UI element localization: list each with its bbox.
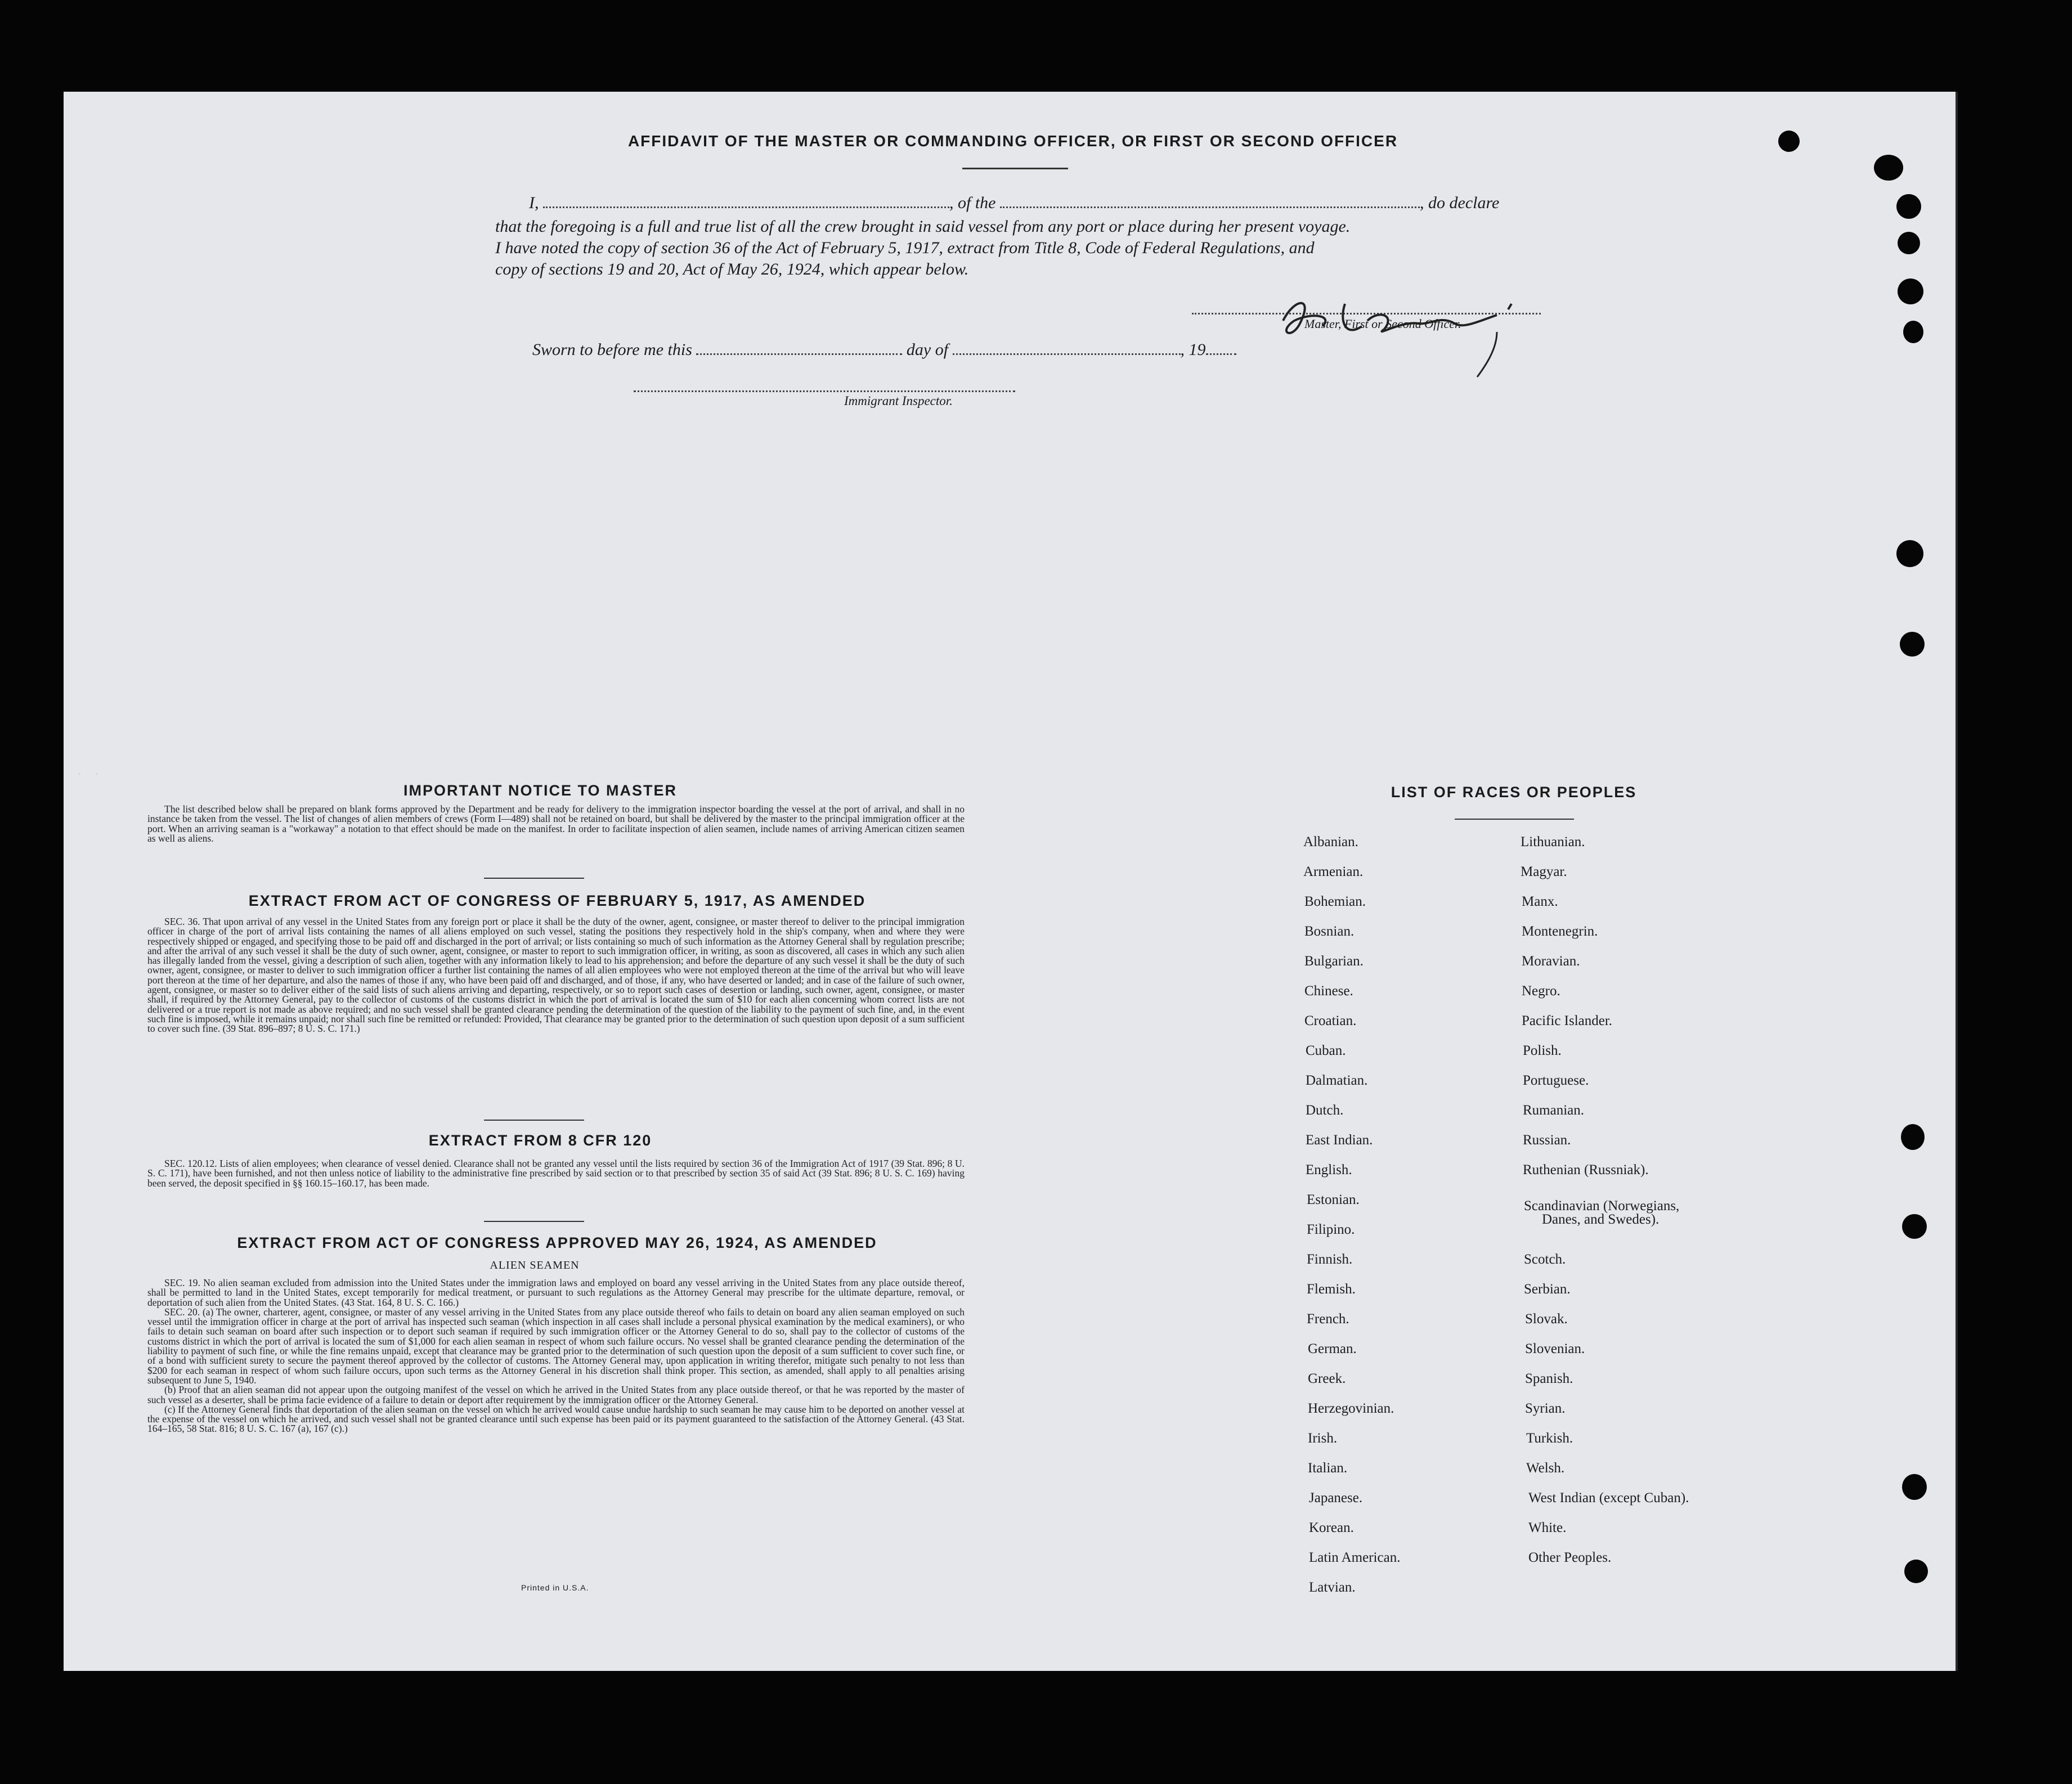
punch-hole (1903, 321, 1923, 343)
race-left-item: Italian. (1308, 1461, 1348, 1476)
extract-1917-text (147, 917, 965, 1034)
race-left-item: Dutch. (1306, 1103, 1344, 1118)
race-right-item: Ruthenian (Russniak). (1523, 1162, 1649, 1178)
notice-title: IMPORTANT NOTICE TO MASTER (403, 782, 677, 799)
race-left-item: Korean. (1309, 1520, 1354, 1535)
race-left-item: Latvian. (1309, 1580, 1356, 1595)
alien-seamen-subtitle: ALIEN SEAMEN (490, 1259, 580, 1271)
race-left-item: Dalmatian. (1306, 1073, 1368, 1088)
affidavit-text-3: I have noted the copy of section 36 of the Act of February 5, 1917, extract from Title 8, Code of Federal Regulations, and (495, 239, 1315, 257)
race-left-item: Estonian. (1307, 1192, 1360, 1207)
races-title: LIST OF RACES OR PEOPLES (1391, 784, 1637, 801)
extract-cfr-title: EXTRACT FROM 8 CFR 120 (428, 1132, 652, 1149)
race-left-item: French. (1307, 1311, 1349, 1327)
section-120-12-paragraph: SEC. 120.12. Lists of alien employees; when clearance of vessel denied. Clearance shall not be granted any vessel until the lists required by section 36 of the Immigration Act of 1917 (39 Stat. 896; 8 U. S. C. 171), have been furnished, and not then unless notice of liability to the administrative fine prescribed by said section or to that prescribed by section 35 of said Act (39 Stat. 896; 8 U. S. C. 169) having been served, the deposit specified in §§ 160.15–160.17, has been made. (147, 1158, 965, 1189)
sworn-prefix: Sworn to before me this (532, 340, 692, 359)
race-left-item: Filipino. (1307, 1222, 1355, 1237)
punch-hole (1898, 232, 1920, 254)
race-right-item: Danes, and Swedes). (1542, 1212, 1660, 1227)
race-right-item: Scotch. (1524, 1252, 1566, 1267)
race-left-item: German. (1308, 1341, 1357, 1356)
races-title-rule (1455, 819, 1574, 820)
printed-in-usa: Printed in U.S.A. (521, 1583, 589, 1592)
inspector-caption: Immigrant Inspector. (844, 394, 953, 408)
section-20b-paragraph: (b) Proof that an alien seaman did not appear upon the outgoing manifest of the vessel on which he arrived in the United States from any place outside thereof, or that he was reported by the master of such vessel as a deserter, shall be prima facie evidence of a failure to detain or deport after requirement by the immigration officer or the Attorney General. (147, 1384, 965, 1405)
race-right-item: Polish. (1523, 1043, 1562, 1058)
affidavit-of-the: , of the (949, 194, 996, 212)
sworn-year-blank (1206, 343, 1236, 355)
race-right-item: Turkish. (1526, 1431, 1573, 1446)
race-left-item: Cuban. (1306, 1043, 1346, 1058)
race-left-item: Irish. (1308, 1431, 1338, 1446)
race-right-item: White. (1528, 1520, 1567, 1535)
race-right-item: Slovenian. (1525, 1341, 1585, 1356)
race-left-item: Finnish. (1307, 1252, 1353, 1267)
extract-1924-text (147, 1278, 965, 1434)
race-left-item: East Indian. (1306, 1133, 1373, 1148)
race-right-item: Scandinavian (Norwegians, (1524, 1198, 1680, 1214)
race-right-item: Montenegrin. (1522, 924, 1598, 939)
scan-specks: . . (78, 764, 103, 778)
race-left-item: Latin American. (1309, 1550, 1401, 1565)
vessel-blank (1000, 196, 1420, 208)
race-left-item: Albanian. (1303, 834, 1358, 850)
race-right-item: Syrian. (1525, 1401, 1566, 1416)
race-left-item: English. (1306, 1162, 1352, 1178)
race-left-item: Chinese. (1304, 983, 1353, 999)
race-left-item: Flemish. (1307, 1282, 1356, 1297)
section-20c-paragraph: (c) If the Attorney General finds that deportation of the alien seaman on the vessel on which he arrived would cause undue hardship to such seaman he may cause him to be deported on another vessel at the expense of the vessel on which he arrived, and such vessel shall not be granted clearance until such expense has been paid or its payment guaranteed to the satisfaction of the Attorney General. (43 Stat. 164–165, 58 Stat. 816; 8 U. S. C. 167 (a), 167 (c).) (147, 1403, 965, 1435)
race-left-item: Bohemian. (1304, 894, 1366, 909)
race-left-item: Japanese. (1309, 1490, 1363, 1506)
race-right-item: Magyar. (1521, 864, 1567, 879)
punch-hole (1902, 1474, 1927, 1500)
affidavit-text-2: that the foregoing is a full and true list of all the crew brought in said vessel from any port or place during her present voyage. (495, 217, 1351, 236)
affidavit-title-rule (962, 168, 1068, 169)
race-left-item: Armenian. (1303, 864, 1364, 879)
race-left-item: Herzegovinian. (1308, 1401, 1394, 1416)
page-edge (1956, 92, 1958, 1671)
race-right-item: Welsh. (1526, 1461, 1565, 1476)
race-right-item: Pacific Islander. (1522, 1013, 1613, 1028)
punch-hole (1896, 194, 1921, 219)
section-divider (484, 878, 584, 879)
sworn-line (532, 339, 1545, 361)
affidavit-declaration-line (529, 192, 1542, 214)
notice-paragraph: The list described below shall be prepared on blank forms approved by the Department and be ready for delivery to the immigration inspector boarding the vessel at the port of arrival, and shall in no instance be taken from the vessel. The list of changes of alien members of crews (Form I—489) shall not be retained on board, but shall be delivered by the master to the principal immigration officer at the port. When an arriving seaman is a "workaway" a notation to that effect should be made on the manifest. In order to facilitate inspection of alien seamen, include names of arriving American citizen seamen as well as aliens. (147, 803, 965, 844)
sworn-month-blank (953, 343, 1181, 355)
affidavit-title: AFFIDAVIT OF THE MASTER OR COMMANDING OFFICER, OR FIRST OR SECOND OFFICER (627, 132, 1398, 150)
race-right-item: Other Peoples. (1528, 1550, 1612, 1565)
master-caption: Master, First or Second Officer. (1304, 317, 1461, 331)
sworn-day-blank (696, 343, 902, 355)
extract-cfr-text (147, 1159, 965, 1188)
race-right-item: Lithuanian. (1521, 834, 1585, 850)
sworn-year: , 19 (1180, 340, 1206, 359)
race-right-item: Manx. (1522, 894, 1558, 909)
affidavit-text-4: copy of sections 19 and 20, Act of May 26, 1924, which appear below. (495, 260, 969, 278)
punch-hole (1778, 131, 1800, 152)
race-right-item: Negro. (1522, 983, 1560, 999)
race-right-item: Russian. (1523, 1133, 1571, 1148)
name-blank (543, 196, 949, 208)
race-right-item: Slovak. (1525, 1311, 1568, 1327)
section-divider (484, 1120, 584, 1121)
extract-1917-title: EXTRACT FROM ACT OF CONGRESS OF FEBRUARY 5, 1917, AS AMENDED (248, 892, 866, 909)
race-right-item: West Indian (except Cuban). (1528, 1490, 1689, 1506)
race-right-item: Spanish. (1525, 1371, 1573, 1386)
punch-hole (1898, 278, 1923, 304)
affidavit-do-declare: , do declare (1420, 194, 1500, 212)
extract-1924-title: EXTRACT FROM ACT OF CONGRESS APPROVED MAY 26, 1924, AS AMENDED (237, 1234, 877, 1251)
race-right-item: Serbian. (1524, 1282, 1571, 1297)
punch-hole (1900, 632, 1925, 657)
section-divider (484, 1221, 584, 1222)
handwritten-signature (1261, 281, 1531, 383)
punch-hole (1896, 540, 1923, 567)
race-left-item: Bosnian. (1304, 924, 1355, 939)
race-left-item: Bulgarian. (1304, 954, 1364, 969)
punch-hole (1902, 1214, 1927, 1239)
punch-hole (1901, 1124, 1925, 1150)
punch-hole (1874, 155, 1903, 181)
section-36-paragraph: SEC. 36. That upon arrival of any vessel in the United States from any foreign port or place it shall be the duty of the owner, agent, consignee, or master thereof to deliver to the principal immigration officer in charge of the port of arrival lists containing the names of all aliens employed on such vessel, stating the positions they respectively hold in the ship's company, when and where they were respectively shipped or engaged, and specifying those to be paid off and discharged in the port of arrival; or lists containing so much of such information as the Attorney General shall by regulation prescribe; and after the arrival of any such vessel it shall be the duty of such owner, agent, consignee, or master to report to such immigration officer, in writing, as soon as discovered, all cases in which any such alien has illegally landed from the vessel, giving a description of such alien, together with any information likely to lead to his apprehension; and before the departure of any such vessel it shall be the duty of such owner, agent, consignee, or master to deliver to such immigration officer a further list containing the names of all alien employees who were not employed thereon at the time of the arrival but who will leave port thereon at the time of her departure, and also the names of those if any, who have been paid off and discharged, and of those, if any, who have deserted or landed; and in case of the failure of such owner, agent, consignee, or master so to deliver either of the said lists of such aliens arriving and departing, respectively, or so to report such cases of desertion or landing, such owner, agent, consignee, or master shall, if required by the Attorney General, pay to the collector of customs of the customs district in which the port of arrival is located the sum of $10 for each alien concerning whom correct lists are not delivered or a true report is not made as above required; and no such vessel shall be granted clearance pending the determination of the question of the liability to the payment of such fine, and, in the event such fine is imposed, while it remains unpaid; nor shall such fine be remitted or refunded: Provided, That clearance may be granted prior to the determination of such question upon deposit of a sum sufficient to cover such fine. (39 Stat. 896–897; 8 U. S. C. 171.) (147, 916, 965, 1035)
race-left-item: Croatian. (1304, 1013, 1357, 1028)
race-right-item: Rumanian. (1523, 1103, 1585, 1118)
race-right-item: Moravian. (1522, 954, 1580, 969)
section-19-paragraph: SEC. 19. No alien seaman excluded from admission into the United States under the immigration laws and employed on board any vessel arriving in the United States from any place outside thereof, shall be permitted to land in the United States, except temporarily for medical treatment, or pursuant to such regulations as the Attorney General may prescribe for the ultimate departure, removal, or deportation of such alien from the United States. (43 Stat. 164, 8 U. S. C. 166.) (147, 1277, 965, 1308)
inspector-signature-line (634, 380, 1015, 392)
section-20a-paragraph: SEC. 20. (a) The owner, charterer, agent, consignee, or master of any vessel arriving in the United States from any place outside thereof who fails to detain on board any alien seaman employed on such vessel until the immigration officer in charge at the port of arrival has inspected such seaman (which inspection in all cases shall include a personal physical examination by the medical examiners), or who fails to detain such seaman on board after such inspection or to deport such seaman if required by such immigration officer or the Attorney General to do so, shall pay to the collector of customs of the customs district in which the port of arrival is located the sum of $1,000 for each alien seaman in respect of whom such failure occurs. No vessel shall be granted clearance pending the determination of the liability to payment of such fine, or while the fine remains unpaid, except that clearance may be granted prior to the determination of such question upon the deposit of a sum sufficient to cover such fine, or of a bond with sufficient surety to secure the payment thereof approved by the collector of customs. The Attorney General may, upon application in writing therefor, mitigate such penalty to not less than $200 for each seaman in respect of whom such failure occurs, upon such terms as the Attorney General in his discretion shall think proper. This section, as amended, shall apply to all penalties arising subsequent to June 5, 1940. (147, 1306, 965, 1386)
notice-text (147, 805, 965, 843)
race-left-item: Greek. (1308, 1371, 1346, 1386)
affidavit-i: I, (529, 194, 539, 212)
punch-hole (1904, 1560, 1928, 1583)
race-right-item: Portuguese. (1523, 1073, 1589, 1088)
sworn-day-of: day of (906, 340, 949, 359)
